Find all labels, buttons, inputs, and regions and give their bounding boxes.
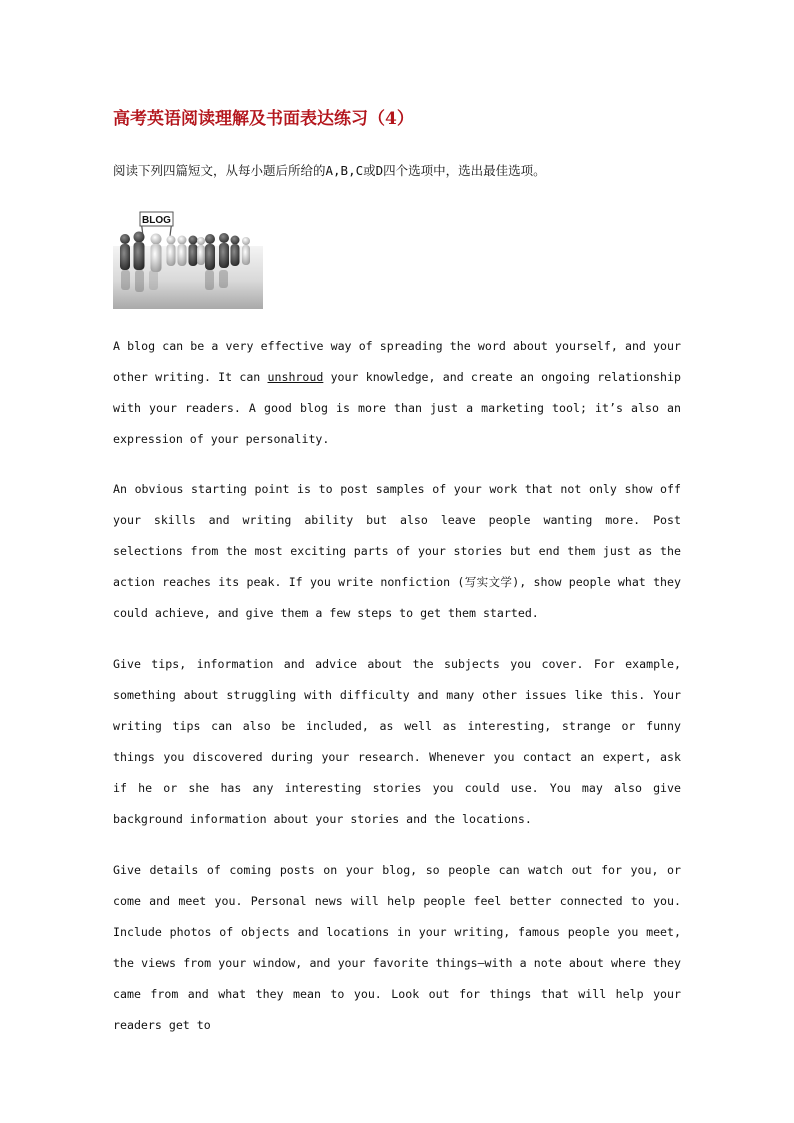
instructions-text: 阅读下列四篇短文，从每小题后所给的A,B,C或D四个选项中，选出最佳选项。 — [113, 163, 546, 178]
paragraph-2: An obvious starting point is to post samples of your work that not only show off your skills and writing ability but also leave people wanting more. Post selections from the most exciting parts of your stories but end them just as the action reaches its peak. If you write nonfiction (写实文学), show people what they could achieve, and give them a few steps to get them started. — [113, 482, 681, 620]
underlined-word: unshroud — [267, 370, 324, 384]
blog-sign-text: BLOG — [142, 215, 171, 226]
paragraph-1-part-2: your knowledge, and create an ongoing relationship with your readers. A good blog is more than just a marketing tool; it’s also an expression of your personality. — [113, 370, 682, 446]
blog-illustration-graphic — [113, 206, 263, 309]
paragraph-1 — [113, 331, 681, 455]
paragraph-3: Give tips, information and advice about the subjects you cover. For example, something about struggling with difficulty and many other issues like this. Your writing tips can also be included, as well as interesting, strange or funny things you discovered during your research. Whenever you contact an expert, ask if he or she has any interesting stories you could use. You may also give background information about your stories and the locations. — [113, 657, 681, 826]
blog-illustration — [113, 206, 263, 309]
paragraph-4: Give details of coming posts on your blog, so people can watch out for you, or come and meet you. Personal news will help people feel better connected to you. Include photos of objects and locations in your writing, famous people you meet, the views from your window, and your favorite things—with a note about where they came from and what they mean to you. Look out for things that will help your readers get to — [113, 863, 681, 1032]
paragraph-1-part-1: A blog can be a very effective way of spreading the word about yourself, and your other writing. It can — [113, 339, 681, 384]
page-title: 高考英语阅读理解及书面表达练习（4） — [113, 109, 414, 129]
